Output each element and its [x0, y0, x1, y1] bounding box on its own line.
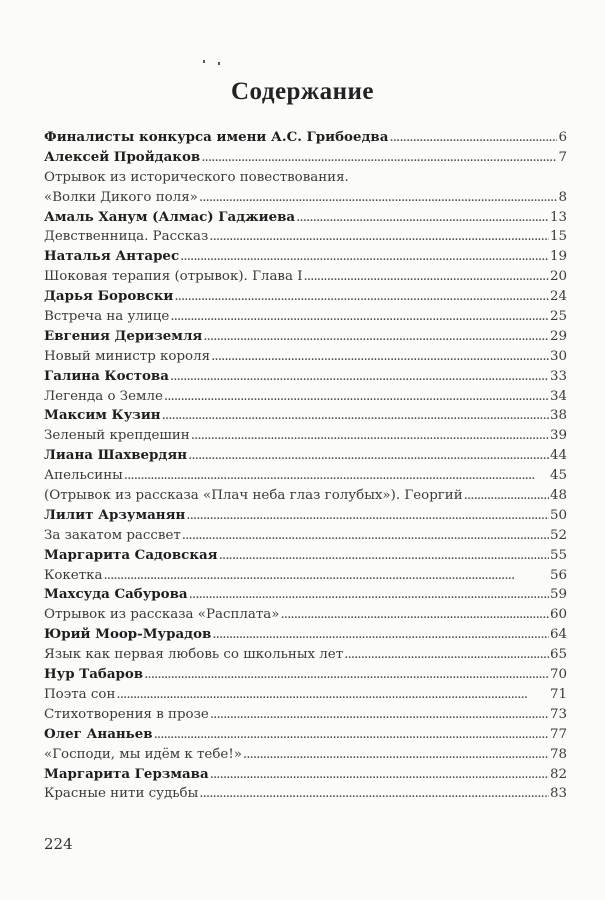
entry-title: (Отрывок из рассказа «Плач неба глаз голубых»). Георгий: [44, 488, 463, 504]
dot-leader: [304, 267, 549, 287]
entry-title: Галина Костова: [44, 367, 169, 384]
dot-leader: [344, 645, 549, 665]
entry-title: Стихотворения в прозе: [44, 706, 209, 722]
entry-title: Наталья Антарес: [44, 248, 180, 265]
toc-author-entry: [44, 367, 567, 387]
entry-title: Юрий Моор-Мурадов: [44, 626, 212, 643]
entry-title: Лиана Шахвердян: [44, 447, 188, 464]
entry-page-number: 71: [549, 686, 567, 702]
dot-leader: [243, 745, 549, 765]
toc-work-entry: [44, 426, 567, 446]
page-number: 224: [44, 835, 73, 853]
entry-page-number: 45: [549, 468, 567, 484]
table-of-contents: [44, 128, 567, 804]
dot-leader: [154, 725, 549, 745]
dot-leader: [124, 466, 549, 486]
toc-work-entry: [44, 168, 567, 188]
toc-author-entry: [44, 128, 567, 148]
entry-page-number: 34: [549, 388, 567, 404]
entry-page-number: 38: [549, 408, 567, 424]
entry-title: Встреча на улице: [44, 309, 170, 325]
toc-author-entry: [44, 506, 567, 526]
entry-page-number: 56: [549, 567, 567, 583]
toc-work-entry: [44, 745, 567, 765]
dot-leader: [180, 247, 549, 267]
entry-page-number: 82: [549, 766, 567, 782]
entry-title: Евгения Дериземля: [44, 327, 203, 344]
dot-leader: [103, 566, 548, 586]
toc-work-entry: [44, 188, 567, 208]
entry-page-number: 70: [549, 667, 567, 683]
entry-title: Апельсины: [44, 468, 123, 484]
entry-page-number: 25: [549, 309, 567, 325]
entry-title: «Волки Дикого поля»: [44, 189, 198, 205]
dot-leader: [170, 307, 549, 327]
dot-leader: [189, 585, 549, 605]
toc-work-entry: [44, 347, 567, 367]
toc-work-entry: [44, 605, 567, 625]
entry-title: Зеленый крепдешин: [44, 428, 190, 444]
toc-author-entry: [44, 247, 567, 267]
dot-leader: [199, 784, 549, 804]
dot-leader: [174, 287, 549, 307]
entry-page-number: 33: [549, 368, 567, 384]
entry-title: Кокетка: [44, 567, 103, 583]
toc-work-entry: [44, 267, 567, 287]
dot-leader: [170, 367, 549, 387]
toc-author-entry: [44, 625, 567, 645]
entry-title: Максим Кузин: [44, 407, 161, 424]
dot-leader: [464, 486, 549, 506]
entry-title: Махсуда Сабурова: [44, 586, 188, 603]
entry-page-number: 19: [549, 249, 567, 265]
dot-leader: [211, 347, 549, 367]
dot-leader: [210, 705, 549, 725]
entry-page-number: 44: [549, 448, 567, 464]
toc-work-entry: [44, 784, 567, 804]
toc-author-entry: [44, 406, 567, 426]
toc-author-entry: [44, 765, 567, 785]
entry-title: «Господи, мы идём к тебе!»: [44, 746, 242, 762]
entry-page-number: 73: [549, 706, 567, 722]
entry-title: Девственница. Рассказ: [44, 229, 209, 245]
entry-title: Отрывок из исторического повествования.: [44, 169, 349, 185]
toc-work-entry: [44, 645, 567, 665]
toc-work-entry: [44, 466, 567, 486]
entry-title: Язык как первая любовь со школьных лет: [44, 647, 344, 663]
toc-author-entry: [44, 665, 567, 685]
dot-leader: [188, 446, 549, 466]
entry-title: Легенда о Земле: [44, 388, 163, 404]
dot-leader: [116, 685, 549, 705]
dot-leader: [280, 605, 548, 625]
entry-page-number: 7: [558, 149, 567, 165]
toc-author-entry: [44, 446, 567, 466]
toc-work-entry: [44, 307, 567, 327]
toc-author-entry: [44, 585, 567, 605]
toc-work-entry: [44, 705, 567, 725]
entry-title: Новый министр короля: [44, 348, 211, 364]
entry-page-number: 20: [549, 269, 567, 285]
toc-work-entry: [44, 227, 567, 247]
dot-leader: [219, 546, 549, 566]
dot-leader: [191, 426, 549, 446]
entry-title: Нур Табаров: [44, 666, 144, 683]
toc-author-entry: [44, 725, 567, 745]
entry-title: Маргарита Садовская: [44, 546, 218, 563]
entry-page-number: 8: [558, 189, 567, 205]
entry-page-number: 55: [549, 547, 567, 563]
entry-page-number: 59: [549, 587, 567, 603]
entry-page-number: 77: [549, 726, 567, 742]
entry-title: Финалисты конкурса имени А.С. Грибоедва: [44, 129, 389, 145]
entry-title: Отрывок из рассказа «Расплата»: [44, 607, 280, 623]
entry-page-number: 39: [549, 428, 567, 444]
toc-author-entry: [44, 287, 567, 307]
dot-leader: [203, 327, 549, 347]
entry-title: Маргарита Герзмава: [44, 765, 209, 782]
entry-page-number: 13: [549, 209, 567, 225]
entry-title: Амаль Ханум (Алмас) Гаджиева: [44, 208, 296, 225]
dot-leader: [212, 625, 549, 645]
entry-page-number: 83: [549, 786, 567, 802]
toc-work-entry: [44, 387, 567, 407]
entry-page-number: 50: [549, 507, 567, 523]
entry-page-number: 60: [549, 607, 567, 623]
entry-page-number: 24: [549, 289, 567, 305]
dot-leader: [199, 188, 558, 208]
entry-page-number: 64: [549, 627, 567, 643]
entry-page-number: 6: [558, 130, 567, 145]
entry-title: Лилит Арзуманян: [44, 506, 186, 523]
dot-leader: [164, 387, 549, 407]
entry-title: Поэта сон: [44, 686, 116, 702]
toc-author-entry: [44, 208, 567, 228]
entry-title: Красные нити судьбы: [44, 786, 199, 802]
dot-leader: [296, 208, 549, 228]
entry-title: Алексей Пройдаков: [44, 148, 201, 165]
entry-title: Олег Ананьев: [44, 725, 153, 742]
dot-leader: [389, 128, 557, 148]
entry-title: Дарья Боровски: [44, 288, 174, 305]
toc-work-entry: [44, 685, 567, 705]
entry-page-number: 15: [549, 229, 567, 245]
entry-page-number: 29: [549, 328, 567, 344]
entry-page-number: 30: [549, 348, 567, 364]
entry-page-number: 65: [549, 647, 567, 663]
entry-title: За закатом рассвет: [44, 527, 181, 543]
dot-leader: [210, 765, 549, 785]
dot-leader: [209, 227, 549, 247]
entry-page-number: 52: [549, 527, 567, 543]
dot-leader: [186, 506, 549, 526]
entry-title: Шоковая терапия (отрывок). Глава I: [44, 269, 303, 285]
toc-author-entry: [44, 327, 567, 347]
dot-leader: [182, 526, 549, 546]
toc-work-entry: [44, 566, 567, 586]
page-title: Содержание: [230, 78, 374, 105]
dot-leader: [201, 148, 557, 168]
toc-author-entry: [44, 546, 567, 566]
toc-work-entry: [44, 486, 567, 506]
dot-leader: [144, 665, 549, 685]
scan-speck: [218, 62, 220, 65]
toc-author-entry: [44, 148, 567, 168]
dot-leader: [162, 406, 549, 426]
entry-page-number: 78: [549, 746, 567, 762]
scan-speck: [203, 60, 205, 63]
entry-page-number: 48: [549, 488, 567, 504]
toc-work-entry: [44, 526, 567, 546]
